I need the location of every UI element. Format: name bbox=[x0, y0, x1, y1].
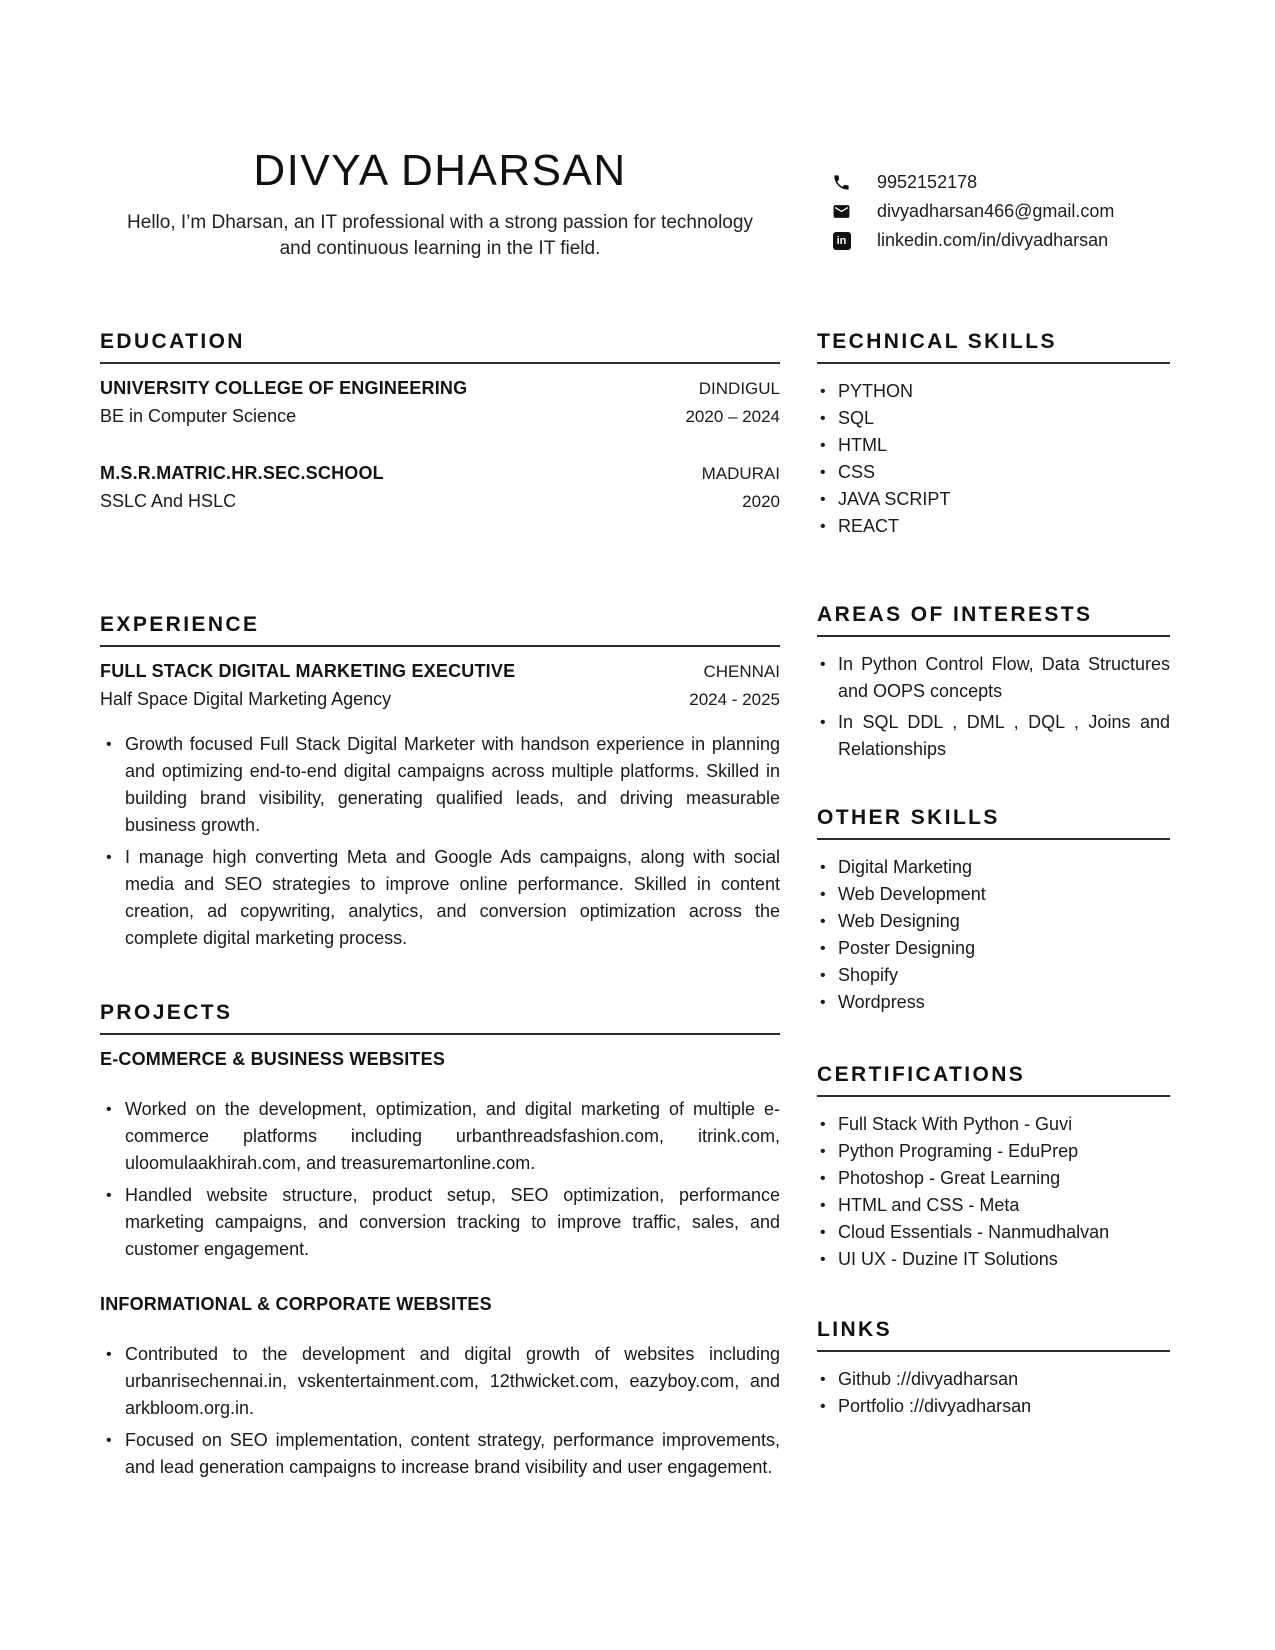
section-other-skills bbox=[817, 806, 1170, 1016]
email-icon bbox=[832, 202, 851, 221]
institution-name: M.S.R.MATRIC.HR.SEC.SCHOOL bbox=[100, 463, 384, 483]
section-title: OTHER SKILLS bbox=[817, 806, 1000, 829]
section-title: EXPERIENCE bbox=[100, 613, 260, 636]
skill-item: • Shopify bbox=[817, 962, 1170, 989]
header-block bbox=[100, 146, 780, 262]
section-rule bbox=[100, 362, 780, 364]
job-dates: 2024 - 2025 bbox=[689, 690, 780, 709]
section-education bbox=[100, 330, 780, 512]
section-links bbox=[817, 1318, 1170, 1420]
interest-item: • In Python Control Flow, Data Structures and OOPS concepts bbox=[817, 651, 1170, 705]
project-group bbox=[100, 1049, 780, 1263]
section-technical-skills bbox=[817, 330, 1170, 540]
experience-bullet: • I manage high converting Meta and Google Ads campaigns, along with social media and SEO strategies to improve online performance. Skilled in content creation, ad copywriting, analytics, and conversion optimization across the complete digital marketing process. bbox=[100, 844, 780, 952]
certification-item: • Full Stack With Python - Guvi bbox=[817, 1111, 1170, 1138]
project-group bbox=[100, 1294, 780, 1481]
section-title: EDUCATION bbox=[100, 330, 245, 353]
experience-bullet-list bbox=[100, 731, 780, 952]
skill-item: • Digital Marketing bbox=[817, 854, 1170, 881]
institution-location: DINDIGUL bbox=[698, 379, 780, 398]
section-title: LINKS bbox=[817, 1318, 892, 1341]
section-rule bbox=[817, 635, 1170, 637]
degree: BE in Computer Science bbox=[100, 406, 297, 426]
section-rule bbox=[817, 362, 1170, 364]
technical-skills-list bbox=[817, 378, 1170, 540]
contact-phone bbox=[832, 168, 1175, 197]
skill-item: • Web Development bbox=[817, 881, 1170, 908]
company-name: Half Space Digital Marketing Agency bbox=[100, 689, 392, 709]
page-title: DIVYA DHARSAN bbox=[253, 146, 627, 195]
project-bullet: • Handled website structure, product setup, SEO optimization, performance marketing campaigns, and conversion tracking to improve traffic, sales, and customer engagement. bbox=[100, 1182, 780, 1263]
certification-item: • Cloud Essentials - Nanmudhalvan bbox=[817, 1219, 1170, 1246]
project-group-heading: E-COMMERCE & BUSINESS WEBSITES bbox=[100, 1049, 446, 1069]
tagline: Hello, I’m Dharsan, an IT professional with a strong passion for technology and continuous learning in the IT field. bbox=[127, 212, 753, 259]
project-bullet-list bbox=[100, 1096, 780, 1263]
phone-number: 9952152178 bbox=[877, 172, 978, 192]
link-item[interactable]: • Portfolio ://divyadharsan bbox=[817, 1393, 1170, 1420]
other-skills-list bbox=[817, 854, 1170, 1016]
phone-icon bbox=[832, 173, 851, 192]
contact-block bbox=[832, 168, 1175, 255]
degree: SSLC And HSLC bbox=[100, 491, 237, 511]
project-bullet-list bbox=[100, 1341, 780, 1481]
certification-item: • Python Programing - EduPrep bbox=[817, 1138, 1170, 1165]
section-title: CERTIFICATIONS bbox=[817, 1063, 1026, 1086]
institution-name: UNIVERSITY COLLEGE OF ENGINEERING bbox=[100, 378, 468, 398]
skill-item: • Web Designing bbox=[817, 908, 1170, 935]
section-rule bbox=[100, 645, 780, 647]
certification-item: • UI UX - Duzine IT Solutions bbox=[817, 1246, 1170, 1273]
skill-item: • SQL bbox=[817, 405, 1170, 432]
section-title: PROJECTS bbox=[100, 1001, 233, 1024]
skill-item: • Poster Designing bbox=[817, 935, 1170, 962]
section-experience bbox=[100, 613, 780, 952]
contact-linkedin bbox=[832, 226, 1175, 255]
section-projects bbox=[100, 1001, 780, 1481]
interests-list bbox=[817, 651, 1170, 763]
experience-entry bbox=[100, 661, 780, 952]
experience-bullet: • Growth focused Full Stack Digital Marketer with handson experience in planning and optimizing end-to-end digital campaigns across multiple platforms. Skilled in building brand visibility, generating qualified leads, and driving measurable business growth. bbox=[100, 731, 780, 839]
job-role: FULL STACK DIGITAL MARKETING EXECUTIVE bbox=[100, 661, 516, 681]
certifications-list bbox=[817, 1111, 1170, 1273]
linkedin-icon: in bbox=[832, 231, 851, 250]
education-entry bbox=[100, 463, 780, 512]
education-dates: 2020 bbox=[742, 492, 780, 511]
section-rule bbox=[817, 1350, 1170, 1352]
email-address[interactable]: divyadharsan466@gmail.com bbox=[877, 201, 1115, 221]
section-title: TECHNICAL SKILLS bbox=[817, 330, 1057, 353]
certification-item: • HTML and CSS - Meta bbox=[817, 1192, 1170, 1219]
interest-item: • In SQL DDL , DML , DQL , Joins and Relationships bbox=[817, 709, 1170, 763]
project-group-heading: INFORMATIONAL & CORPORATE WEBSITES bbox=[100, 1294, 492, 1314]
section-certifications bbox=[817, 1063, 1170, 1273]
skill-item: • PYTHON bbox=[817, 378, 1170, 405]
section-rule bbox=[100, 1033, 780, 1035]
skill-item: • HTML bbox=[817, 432, 1170, 459]
section-title: AREAS OF INTERESTS bbox=[817, 603, 1093, 626]
education-dates: 2020 – 2024 bbox=[685, 407, 780, 426]
job-location: CHENNAI bbox=[703, 662, 780, 681]
contact-email bbox=[832, 197, 1175, 226]
skill-item: • CSS bbox=[817, 459, 1170, 486]
link-item[interactable]: • Github ://divyadharsan bbox=[817, 1366, 1170, 1393]
institution-location: MADURAI bbox=[701, 464, 780, 483]
section-areas-of-interests bbox=[817, 603, 1170, 763]
links-list bbox=[817, 1366, 1170, 1420]
certification-item: • Photoshop - Great Learning bbox=[817, 1165, 1170, 1192]
section-rule bbox=[817, 838, 1170, 840]
project-bullet: • Contributed to the development and digital growth of websites including urbanrisechennai.in, vskentertainment.com, 12thwicket.com, eazyboy.com, and arkbloom.org.in. bbox=[100, 1341, 780, 1422]
project-bullet: • Worked on the development, optimization, and digital marketing of multiple e-commerce platforms including urbanthreadsfashion.com, itrink.com, uloomulaakhirah.com, and treasuremartonline.com. bbox=[100, 1096, 780, 1177]
linkedin-url[interactable]: linkedin.com/in/divyadharsan bbox=[877, 230, 1109, 250]
skill-item: • JAVA SCRIPT bbox=[817, 486, 1170, 513]
section-rule bbox=[817, 1095, 1170, 1097]
skill-item: • REACT bbox=[817, 513, 1170, 540]
education-entry bbox=[100, 378, 780, 427]
project-bullet: • Focused on SEO implementation, content strategy, performance improvements, and lead generation campaigns to increase brand visibility and user engagement. bbox=[100, 1427, 780, 1481]
skill-item: • Wordpress bbox=[817, 989, 1170, 1016]
